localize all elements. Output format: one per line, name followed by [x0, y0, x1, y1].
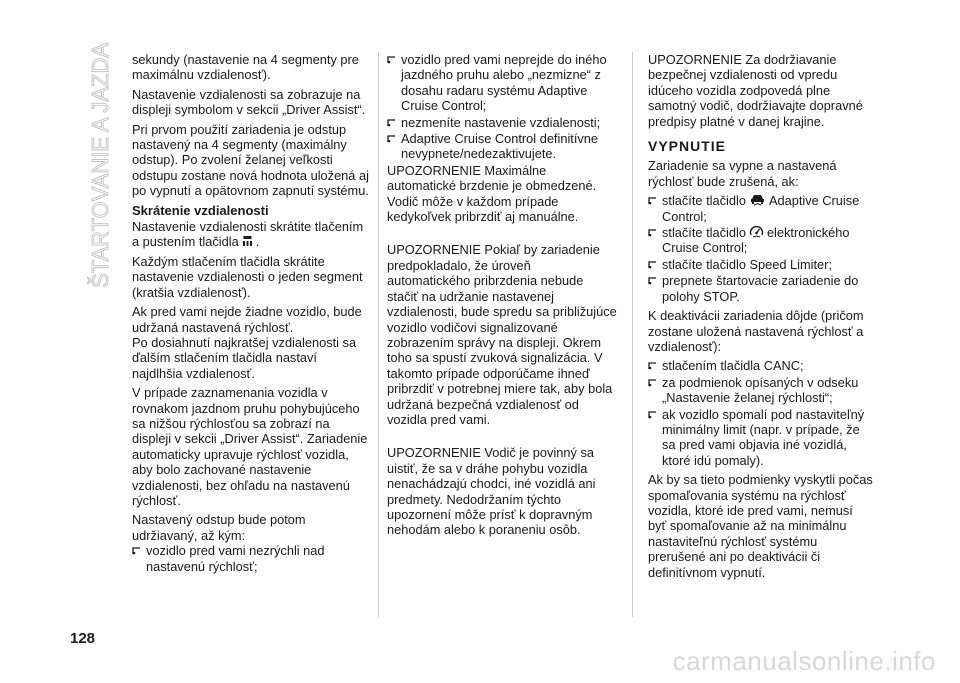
list-item	[648, 358, 873, 373]
column-1	[132, 52, 370, 575]
warning-paragraph: UPOZORNENIE Za dodržiavanie bezpečnej vzdialenosti od vpredu idúceho vozidla zodpovedá plne samotný vodič, dodržiavajte dopravné predpisy platné v danej krajine.	[648, 52, 863, 129]
paragraph	[132, 219, 370, 250]
list-item	[648, 407, 873, 469]
column-3	[648, 52, 873, 584]
heading-switch-off: VYPNUTIE	[648, 138, 727, 155]
column-2	[387, 52, 617, 542]
list-item	[648, 273, 873, 304]
list-item	[387, 115, 617, 130]
text: elektronického Cruise Control;	[662, 225, 850, 256]
warning-paragraph: UPOZORNENIE Maximálne automatické brzdenie je obmedzené. Vodič môže v každom prípade kedykoľvek pribrzdiť aj manuálne.	[387, 162, 597, 225]
list-item-text: prepnete štartovacie zariadenie do polohy STOP.	[662, 273, 859, 304]
list-item	[132, 543, 370, 574]
bullet-box-icon	[387, 135, 396, 143]
text: .	[255, 234, 260, 250]
text: Adaptive Cruise Control;	[662, 193, 860, 224]
bullet-box-icon	[648, 229, 657, 237]
column-divider-1	[378, 52, 379, 617]
paragraph: K deaktivácii zariadenia dôjde (pričom zostane uložená nastavená rýchlosť a vzdialenosť):	[648, 308, 864, 354]
warning-paragraph: UPOZORNENIE Vodič je povinný sa uistiť, že sa v dráhe pohybu vozidla nenachádzajú chodci, iné vozidlá ani predmety. Nedodržaním týchto upozornení môže prísť k dopravným nehodám alebo k poraneniu osôb.	[387, 445, 596, 538]
bullet-box-icon	[387, 56, 396, 64]
list-item	[648, 193, 873, 224]
bullet-box-icon	[648, 277, 657, 285]
paragraph: Po dosiahnutí najkratšej vzdialenosti sa ďalším stlačením tlačidla nastaví najdlhšia vzdialenosť.	[132, 334, 357, 381]
bullet-box-icon	[648, 197, 657, 205]
bullet-box-icon	[387, 119, 396, 127]
paragraph: Nastavený odstup bude potom udržiavaný, až kým:	[132, 512, 306, 543]
page-number: 128	[70, 630, 96, 647]
paragraph: Každým stlačením tlačidla skrátite nastavenie vzdialenosti o jeden segment (kratšia vzdialenosť).	[132, 253, 363, 300]
text: stlačíte tlačidlo	[662, 225, 746, 241]
paragraph: Zariadenie sa vypne a nastavená rýchlosť bude zrušená, ak:	[648, 158, 837, 189]
adaptive-cruise-icon	[749, 193, 766, 206]
side-title-text: ŠTARTOVANIE A JAZDA	[87, 40, 113, 288]
list-item	[648, 225, 873, 256]
column-divider-2	[632, 52, 633, 617]
list-item	[387, 131, 617, 162]
list-item-text: stlačíte tlačidlo Speed Limiter;	[662, 256, 832, 272]
list-item-text: nezmeníte nastavenie vzdialenosti;	[401, 114, 601, 130]
list-item-text: ak vozidlo spomalí pod nastaviteľný minimálny limit (napr. v prípade, že sa pred vami objavia iné vozidlá, ktoré idú pomaly).	[662, 406, 865, 468]
watermark: carmanualsonline.info	[672, 646, 936, 676]
bullet-box-icon	[132, 547, 141, 555]
list-item-text: stlačením tlačidla CANC;	[662, 358, 804, 374]
bullet-box-icon	[648, 411, 657, 419]
paragraph: Ak by sa tieto podmienky vyskytli počas spomaľovania systému na rýchlosť vozidla, ktoré ide pred vami, nemusí byť spomaľovanie až na minimálnu nastaviteľnú rýchlosť systému prerušené ani po deaktivácii či definitívnom vypnutí.	[648, 472, 873, 580]
bullet-box-icon	[648, 362, 657, 370]
list-item-text: vozidlo pred vami nezrýchli nad nastavenú rýchlosť;	[146, 543, 325, 574]
distance-button-icon	[242, 235, 253, 247]
list-item-text: Adaptive Cruise Control definitívne nevypnete/nedezaktivujete.	[401, 131, 599, 162]
list-item	[387, 52, 617, 114]
bullet-box-icon	[648, 379, 657, 387]
heading-shorten-distance: Skrátenie vzdialenosti	[132, 202, 269, 218]
paragraph: V prípade zaznamenania vozidla v rovnakom jazdnom pruhu pohybujúceho sa nižšou rýchlosťou sa zobrazí na displeji v sekcii „Driver Assist“. Zariadenie automaticky upravuje rýchlosť vozidla, aby bolo zachované nastavenie vzdialenosti, bez ohľadu na nastavenú rýchlosť.	[132, 385, 368, 508]
paragraph: Ak pred vami nejde žiadne vozidlo, bude udržaná nastavená rýchlosť.	[132, 304, 362, 335]
list-item-text: vozidlo pred vami neprejde do iného jazdného pruhu alebo „nezmizne“ z dosahu radaru systému Adaptive Cruise Control;	[401, 52, 607, 114]
cruise-control-icon	[749, 225, 764, 238]
list-item-text: za podmienok opísaných v odseku „Nastavenie želanej rýchlosti“;	[662, 374, 859, 406]
paragraph: Nastavenie vzdialenosti sa zobrazuje na displeji symbolom v sekcii „Driver Assist“.	[132, 86, 366, 118]
bullet-box-icon	[648, 261, 657, 269]
list-item	[648, 375, 873, 406]
list-item	[648, 257, 873, 272]
paragraph: Pri prvom použití zariadenia je odstup nastavený na 4 segmenty (maximálny odstup). Po zvolení želanej veľkosti odstupu zostane nová hodnota uložená aj po vypnutí a opätovnom zapnutí systému.	[132, 121, 369, 199]
paragraph: sekundy (nastavenie na 4 segmenty pre maximálnu vzdialenosť).	[132, 52, 359, 83]
section-side-title	[78, 40, 118, 290]
warning-paragraph: UPOZORNENIE Pokiaľ by zariadenie predpokladalo, že úroveň automatického pribrzdenia nebude stačiť na udržanie nastavenej vzdialenosti, bude spredu sa približujúce vozidlo vodičovi signalizované zobrazením správy na displeji. Okrem toho sa spustí zvuková signalizácia. V takomto prípade odporúčame ihneď pribrzdiť v potrebnej miere tak, aby bola udržaná bezpečná vzdialenosť od vozidla pred vami.	[387, 242, 617, 427]
text: stlačíte tlačidlo	[662, 193, 746, 209]
text: Nastavenie vzdialenosti skrátite tlačením a pustením tlačidla	[132, 219, 364, 250]
